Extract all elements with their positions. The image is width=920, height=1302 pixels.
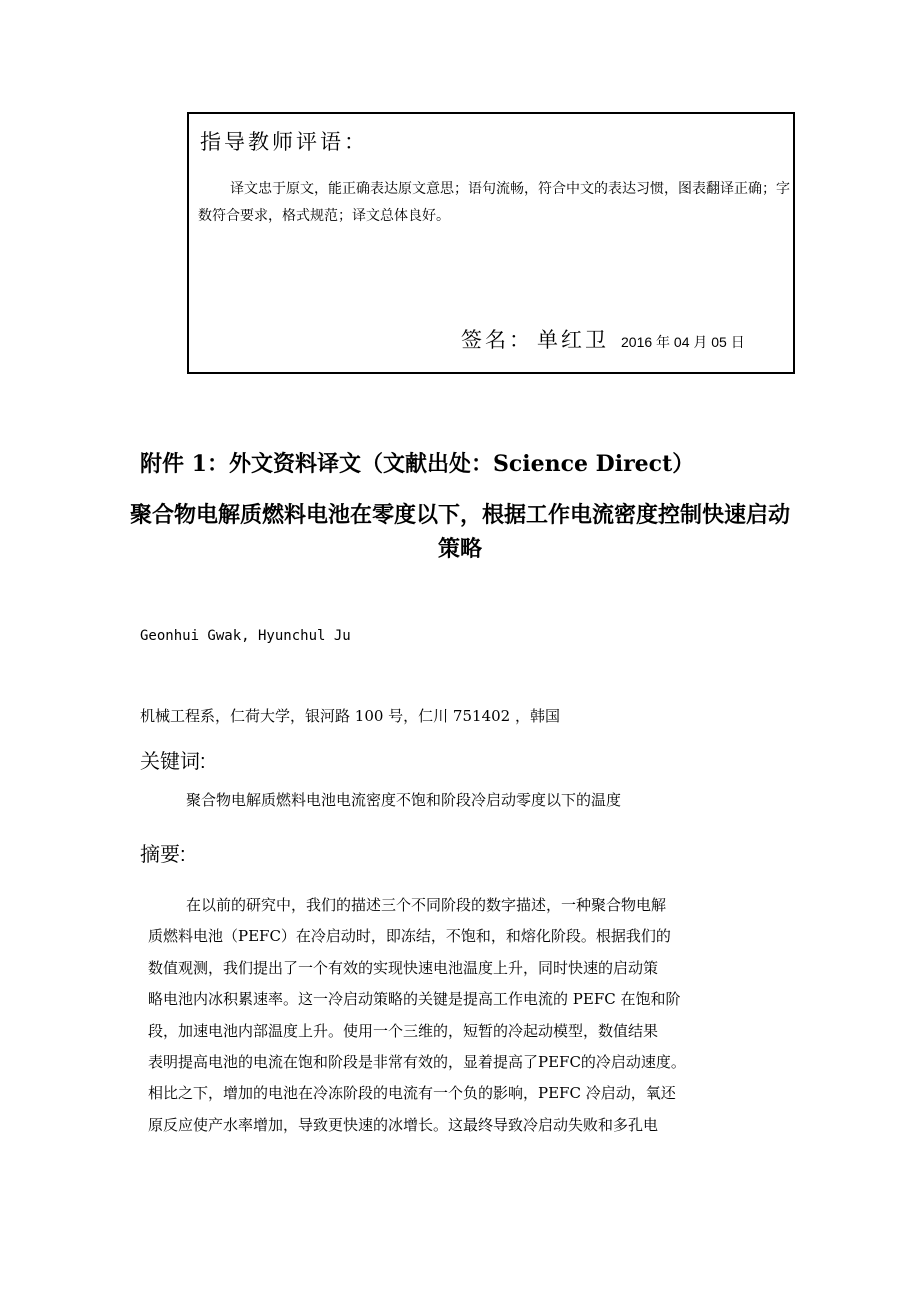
review-heading: 指导教师评语： (200, 130, 368, 154)
signature-label: 签名： (461, 328, 533, 352)
review-comment: 译文忠于原文，能正确表达原文意思；语句流畅，符合中文的表达习惯，图表翻译正确；字数符合要求，格式规范；译文总体良好。 (198, 181, 790, 224)
abstract-line: 在以前的研究中，我们的描述三个不同阶段的数字描述，一种聚合物电解 (186, 896, 667, 914)
abstract-line: 略电池内冰积累速率。这一冷启动策略的关键是提高工作电流的 PEFC 在饱和阶 (148, 990, 681, 1009)
abstract-line: 质燃料电池（PEFC）在冷启动时，即冻结，不饱和，和熔化阶段。根据我们的 (148, 927, 671, 946)
signature-line (461, 324, 745, 354)
appendix-title: 附件 1：外文资料译文（文献出处：Science Direct） (140, 451, 695, 477)
paper-title: 聚合物电解质燃料电池在零度以下，根据工作电流密度控制快速启动策略 (130, 502, 791, 562)
signature-date: 2016 年 04 月 05 日 (621, 334, 745, 350)
abstract-body (148, 890, 788, 1141)
authors: Geonhui Gwak, Hyunchul Ju (140, 628, 351, 644)
abstract-line: 相比之下，增加的电池在冷冻阶段的电流有一个负的影响，PEFC 冷启动，氧还 (148, 1084, 676, 1103)
abstract-line: 原反应使产水率增加，导致更快速的冰增长。这最终导致冷启动失败和多孔电 (148, 1115, 659, 1134)
affiliation: 机械工程系，仁荷大学，银河路 100 号，仁川 751402 ，韩国 (140, 707, 560, 725)
abstract-heading: 摘要: (140, 844, 186, 866)
keywords-text: 聚合物电解质燃料电池电流密度不饱和阶段冷启动零度以下的温度 (186, 791, 622, 809)
keywords-heading: 关键词: (140, 751, 206, 773)
signature-name: 单红卫 (537, 328, 609, 352)
advisor-review-box (187, 112, 795, 374)
abstract-line: 表明提高电池的电流在饱和阶段是非常有效的，显着提高了PEFC的冷启动速度。 (148, 1052, 686, 1071)
abstract-line: 数值观测，我们提出了一个有效的实现快速电池温度上升，同时快速的启动策 (148, 958, 659, 977)
abstract-line: 段，加速电池内部温度上升。使用一个三维的，短暂的冷起动模型，数值结果 (148, 1021, 659, 1040)
